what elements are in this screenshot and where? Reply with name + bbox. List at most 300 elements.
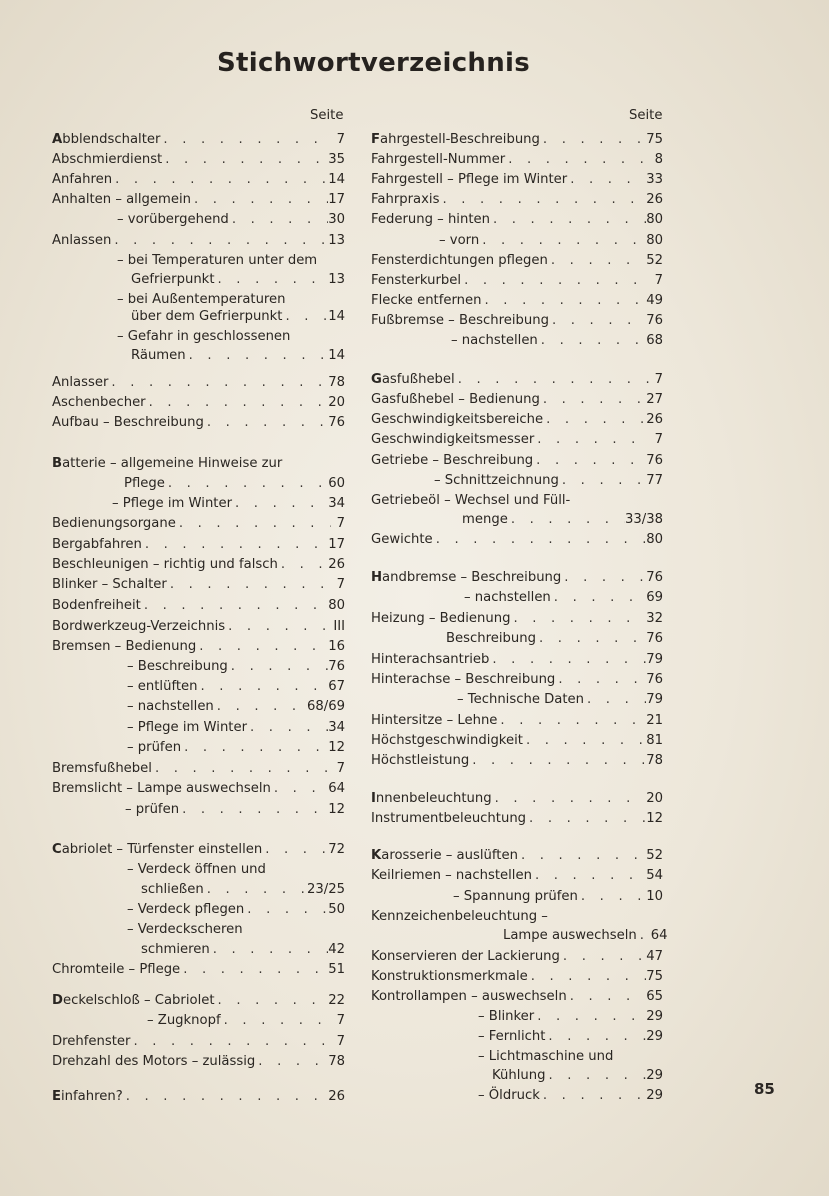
dot-leader xyxy=(510,609,646,629)
index-entry-label: Getriebeöl – Wechsel und Füll- xyxy=(371,493,571,508)
index-entry-page: 20 xyxy=(328,395,345,410)
index-entry xyxy=(371,650,663,670)
dot-leader xyxy=(221,1011,331,1031)
index-entry xyxy=(52,1011,345,1031)
section-initial-letter: B xyxy=(52,456,63,471)
index-entry xyxy=(371,588,663,608)
index-entry-page: 68/69 xyxy=(306,699,345,714)
index-entry-label: Abblendschalter xyxy=(52,132,161,147)
index-entry-label: – Technische Daten xyxy=(457,692,585,707)
dot-leader xyxy=(191,190,328,210)
dot-leader xyxy=(262,840,328,860)
dot-leader xyxy=(548,251,646,271)
seite-label-left: Seite xyxy=(310,108,344,123)
dot-leader xyxy=(497,711,646,731)
dot-leader xyxy=(561,568,646,588)
index-entry-label: Fensterkurbel xyxy=(371,273,462,288)
index-entry-label: – nachstellen xyxy=(451,333,538,348)
dot-leader xyxy=(560,947,646,967)
dot-leader xyxy=(637,926,651,946)
index-entry-label: Fußbremse – Beschreibung xyxy=(371,313,549,328)
dot-leader xyxy=(167,575,331,595)
index-entry-label: Abschmierdienst xyxy=(52,152,163,167)
index-entry-page: 76 xyxy=(328,659,345,674)
index-entry xyxy=(371,370,663,390)
index-entry xyxy=(52,170,345,190)
index-entry-label: – Fernlicht xyxy=(478,1029,546,1044)
dot-leader xyxy=(255,1052,328,1072)
index-entry-page: 80 xyxy=(646,532,663,547)
index-entry-label: Kontrollampen – auswechseln xyxy=(371,989,567,1004)
index-entry xyxy=(52,346,345,366)
index-entry-label: – Gefahr in geschlossenen xyxy=(117,329,291,344)
index-entry xyxy=(371,1047,663,1067)
index-entry-label: – entlüften xyxy=(127,679,198,694)
dot-leader xyxy=(271,779,328,799)
index-entry-page: 69 xyxy=(646,590,663,605)
dot-leader xyxy=(508,510,625,530)
section-initial-letter: F xyxy=(371,132,381,147)
index-entry-page: 76 xyxy=(646,313,663,328)
dot-leader xyxy=(179,800,328,820)
index-entry-label: Konservieren der Lackierung xyxy=(371,949,560,964)
index-entry xyxy=(52,657,345,677)
index-entry-page: 76 xyxy=(646,672,663,687)
index-entry-label: Höchstleistung xyxy=(371,753,470,768)
index-entry xyxy=(52,1087,345,1107)
index-entry-label: – Blinker xyxy=(478,1009,535,1024)
dot-leader xyxy=(142,535,328,555)
index-entry-page: 12 xyxy=(646,811,663,826)
index-entry xyxy=(52,900,345,920)
index-entry-label: Fahrgestell-Beschreibung xyxy=(371,132,540,147)
index-entry-label: Bodenfreiheit xyxy=(52,598,141,613)
dot-leader xyxy=(505,150,649,170)
dot-leader xyxy=(534,1007,646,1027)
index-entry xyxy=(52,738,345,758)
dot-leader xyxy=(567,170,646,190)
index-entry-label: – Beschreibung xyxy=(127,659,228,674)
dot-leader xyxy=(549,311,646,331)
index-entry xyxy=(371,451,663,471)
dot-leader xyxy=(196,637,328,657)
index-entry xyxy=(371,670,663,690)
section-initial-letter: D xyxy=(52,993,63,1008)
index-entry xyxy=(371,190,663,210)
index-entry xyxy=(52,596,345,616)
index-entry xyxy=(52,555,345,575)
dot-leader xyxy=(215,270,329,290)
index-entry xyxy=(52,800,345,820)
dot-leader xyxy=(532,866,646,886)
index-entry-label: Fahrgestell – Pflege im Winter xyxy=(371,172,568,187)
dot-leader xyxy=(198,677,329,697)
index-entry-label: Innenbeleuchtung xyxy=(371,791,492,806)
index-entry-label: Flecke entfernen xyxy=(371,293,482,308)
index-entry xyxy=(371,690,663,710)
index-entry-page: 64 xyxy=(650,928,668,943)
index-entry-label: Kennzeichenbeleuchtung – xyxy=(371,909,548,924)
index-entry-label: – nachstellen xyxy=(464,590,551,605)
index-entry-page: 65 xyxy=(646,989,663,1004)
index-entry-label: Instrumentbeleuchtung xyxy=(371,811,527,826)
index-entry-label: Bremslicht – Lampe auswechseln xyxy=(52,781,271,796)
index-entry-label: – prüfen xyxy=(125,802,180,817)
dot-leader xyxy=(482,291,647,311)
index-entry-page: 29 xyxy=(646,1029,663,1044)
index-entry xyxy=(371,311,663,331)
dot-leader xyxy=(282,307,328,327)
index-entry-page: 7 xyxy=(336,577,345,592)
index-entry xyxy=(371,751,663,771)
index-entry-page: 78 xyxy=(328,375,345,390)
index-entry-label: Gasfußhebel xyxy=(371,372,455,387)
index-entry-label: – Zugknopf xyxy=(147,1013,221,1028)
index-entry-page: 13 xyxy=(328,272,345,287)
index-entry-label: Handbremse – Beschreibung xyxy=(371,570,562,585)
index-entry xyxy=(371,1086,663,1106)
index-entry xyxy=(371,170,663,190)
index-entry-page: 16 xyxy=(328,639,345,654)
index-entry-label: Cabriolet – Türfenster einstellen xyxy=(52,842,263,857)
dot-leader xyxy=(112,170,328,190)
index-entry-page: 17 xyxy=(328,192,345,207)
dot-leader xyxy=(204,880,307,900)
index-entry xyxy=(52,718,345,738)
dot-leader xyxy=(146,393,329,413)
section-initial-letter: A xyxy=(52,132,63,147)
index-entry-page: 42 xyxy=(328,942,345,957)
index-entry-page: 12 xyxy=(328,740,345,755)
index-entry-page: 21 xyxy=(646,713,663,728)
page-number: 85 xyxy=(754,1080,775,1098)
index-entry-page: 23/25 xyxy=(306,882,345,897)
index-entry-page: 10 xyxy=(646,889,663,904)
index-entry xyxy=(371,568,663,588)
index-entry-page: 76 xyxy=(646,631,663,646)
index-entry-page: 27 xyxy=(646,392,663,407)
index-entry xyxy=(371,947,663,967)
index-entry-page: 7 xyxy=(336,761,345,776)
index-entry-label: Aufbau – Beschreibung xyxy=(52,415,204,430)
index-entry-page: 76 xyxy=(646,570,663,585)
index-entry-page: 67 xyxy=(328,679,345,694)
index-entry-label: Gewichte xyxy=(371,532,433,547)
index-entry-label: – Pflege im Winter xyxy=(127,720,248,735)
index-entry xyxy=(52,210,345,230)
index-entry xyxy=(52,779,345,799)
index-entry-label: Bremsfußhebel xyxy=(52,761,152,776)
index-entry-page: 51 xyxy=(328,962,345,977)
dot-leader xyxy=(523,731,646,751)
index-entry-page: 80 xyxy=(646,212,663,227)
index-entry-page: 77 xyxy=(646,473,663,488)
index-entry xyxy=(371,291,663,311)
index-entry-label: Aschenbecher xyxy=(52,395,146,410)
index-entry-label: schließen xyxy=(141,882,204,897)
section-initial-letter: G xyxy=(371,372,382,387)
index-entry xyxy=(52,373,345,393)
index-entry-label: Anhalten – allgemein xyxy=(52,192,191,207)
index-entry-page: 30 xyxy=(328,212,345,227)
index-entry-page: 76 xyxy=(328,415,345,430)
index-entry-page: 7 xyxy=(336,1013,345,1028)
index-entry xyxy=(52,150,345,170)
index-entry-label: – Öldruck xyxy=(478,1088,540,1103)
index-entry-page: 14 xyxy=(328,172,345,187)
index-entry xyxy=(52,474,345,494)
dot-leader xyxy=(130,1032,331,1052)
index-entry-page: 79 xyxy=(646,652,663,667)
dot-leader xyxy=(210,940,329,960)
dot-leader xyxy=(229,210,328,230)
index-entry-label: Bergabfahren xyxy=(52,537,142,552)
dot-leader xyxy=(479,231,646,251)
index-entry xyxy=(371,1007,663,1027)
index-entry xyxy=(371,809,663,829)
index-entry-page: 7 xyxy=(336,132,345,147)
index-entry-label: Höchstgeschwindigkeit xyxy=(371,733,523,748)
index-entry-page: 29 xyxy=(646,1088,663,1103)
dot-leader xyxy=(461,271,649,291)
index-entry xyxy=(371,926,668,946)
index-entry-page: 60 xyxy=(328,476,345,491)
index-entry-page: 81 xyxy=(646,733,663,748)
index-entry xyxy=(52,1032,345,1052)
index-entry xyxy=(52,270,345,290)
index-entry-label: Gasfußhebel – Bedienung xyxy=(371,392,540,407)
dot-leader xyxy=(225,617,331,637)
dot-leader xyxy=(492,789,647,809)
index-entry-label: – vorübergehend xyxy=(117,212,229,227)
index-entry xyxy=(52,393,345,413)
index-entry xyxy=(371,711,663,731)
index-entry-label: Hintersitze – Lehne xyxy=(371,713,498,728)
index-entry xyxy=(371,331,663,351)
dot-leader xyxy=(433,530,647,550)
dot-leader xyxy=(584,690,646,710)
index-entry-page: 26 xyxy=(646,192,663,207)
index-entry xyxy=(52,860,345,880)
index-entry-label: Hinterachsantrieb xyxy=(371,652,490,667)
index-entry-label: Bedienungsorgane xyxy=(52,516,176,531)
index-entry xyxy=(371,510,663,530)
index-entry-label: Geschwindigkeitsmesser xyxy=(371,432,535,447)
index-entry-label: menge xyxy=(462,512,508,527)
index-entry-label: Beschreibung xyxy=(446,631,537,646)
index-entry xyxy=(371,491,663,511)
index-entry xyxy=(52,251,345,271)
index-entry xyxy=(371,731,663,751)
index-entry-label: Chromteile – Pflege xyxy=(52,962,181,977)
dot-leader xyxy=(543,410,646,430)
index-entry-page: 13 xyxy=(328,233,345,248)
index-entry xyxy=(52,1052,345,1072)
index-entry-page: 34 xyxy=(328,496,345,511)
index-entry-page: 35 xyxy=(328,152,345,167)
index-entry xyxy=(371,231,663,251)
dot-leader xyxy=(162,150,328,170)
index-entry-page: 8 xyxy=(654,152,663,167)
index-entry-page: 34 xyxy=(328,720,345,735)
index-entry-page: III xyxy=(333,619,345,634)
dot-leader xyxy=(555,670,646,690)
index-entry-page: 52 xyxy=(646,848,663,863)
index-entry-label: Heizung – Bedienung xyxy=(371,611,511,626)
index-entry-label: Konstruktionsmerkmale xyxy=(371,969,528,984)
dot-leader xyxy=(545,1027,646,1047)
dot-leader xyxy=(176,514,331,534)
dot-leader xyxy=(455,370,649,390)
index-entry xyxy=(52,327,345,347)
index-entry-page: 78 xyxy=(646,753,663,768)
index-entry xyxy=(52,231,345,251)
index-entry xyxy=(52,535,345,555)
index-entry-page: 49 xyxy=(646,293,663,308)
index-entry-page: 20 xyxy=(646,791,663,806)
index-entry xyxy=(52,759,345,779)
dot-leader xyxy=(160,130,331,150)
index-entry xyxy=(371,887,663,907)
index-entry-label: Fensterdichtungen pflegen xyxy=(371,253,548,268)
index-entry xyxy=(52,307,345,327)
index-entry-label: Federung – hinten xyxy=(371,212,490,227)
index-entry xyxy=(52,130,345,150)
index-entry-label: Kühlung xyxy=(492,1068,546,1083)
dot-leader xyxy=(215,991,329,1011)
seite-label-right: Seite xyxy=(629,108,663,123)
dot-leader xyxy=(204,413,328,433)
index-entry-page: 14 xyxy=(328,348,345,363)
index-entry xyxy=(371,150,663,170)
index-entry-label: Drehfenster xyxy=(52,1034,131,1049)
index-entry xyxy=(52,991,345,1011)
index-entry-label: Hinterachse – Beschreibung xyxy=(371,672,556,687)
index-entry-page: 26 xyxy=(328,557,345,572)
dot-leader xyxy=(108,373,328,393)
index-entry-label: Pflege xyxy=(124,476,165,491)
dot-leader xyxy=(528,967,646,987)
index-entry-label: Bordwerkzeug-Verzeichnis xyxy=(52,619,226,634)
dot-leader xyxy=(228,657,328,677)
dot-leader xyxy=(278,555,328,575)
index-entry-label: – Verdeck pflegen xyxy=(127,902,245,917)
index-entry-page: 32 xyxy=(646,611,663,626)
index-entry-label: Lampe auswechseln xyxy=(503,928,637,943)
index-entry-page: 22 xyxy=(328,993,345,1008)
dot-leader xyxy=(545,1066,646,1086)
dot-leader xyxy=(180,960,328,980)
dot-leader xyxy=(578,887,646,907)
dot-leader xyxy=(536,629,646,649)
index-entry xyxy=(52,575,345,595)
index-entry-label: Anfahren xyxy=(52,172,113,187)
index-entry-page: 68 xyxy=(646,333,663,348)
index-entry xyxy=(371,430,663,450)
dot-leader xyxy=(538,331,646,351)
index-entry-page: 7 xyxy=(654,432,663,447)
index-entry-page: 72 xyxy=(328,842,345,857)
index-entry xyxy=(52,494,345,514)
index-entry xyxy=(371,866,663,886)
index-entry-page: 80 xyxy=(646,233,663,248)
index-entry-page: 7 xyxy=(336,516,345,531)
index-entry-label: – vorn xyxy=(439,233,480,248)
index-entry-label: – prüfen xyxy=(127,740,182,755)
dot-leader xyxy=(526,809,646,829)
index-entry-label: – nachstellen xyxy=(127,699,214,714)
index-entry xyxy=(371,789,663,809)
index-entry-label: Deckelschloß – Cabriolet xyxy=(52,993,215,1008)
index-entry-page: 33 xyxy=(646,172,663,187)
index-entry xyxy=(371,846,663,866)
index-entry-page: 80 xyxy=(328,598,345,613)
dot-leader xyxy=(247,718,328,738)
section-initial-letter: K xyxy=(371,848,382,863)
index-entry xyxy=(371,967,663,987)
dot-leader xyxy=(490,210,646,230)
dot-leader xyxy=(111,231,328,251)
index-entry-label: Keilriemen – nachstellen xyxy=(371,868,532,883)
index-entry xyxy=(371,629,663,649)
index-entry-page: 7 xyxy=(336,1034,345,1049)
dot-leader xyxy=(489,650,646,670)
index-entry xyxy=(52,617,345,637)
index-entry xyxy=(371,609,663,629)
index-entry-label: Getriebe – Beschreibung xyxy=(371,453,534,468)
index-entry xyxy=(371,987,663,1007)
index-entry-label: Einfahren? xyxy=(52,1089,123,1104)
page-title: Stichwortverzeichnis xyxy=(217,48,531,78)
index-entry-page: 29 xyxy=(646,1009,663,1024)
dot-leader xyxy=(534,430,649,450)
index-entry xyxy=(52,413,345,433)
dot-leader xyxy=(232,494,328,514)
section-initial-letter: H xyxy=(371,570,383,585)
index-entry-label: Beschleunigen – richtig und falsch xyxy=(52,557,278,572)
index-entry-label: Fahrpraxis xyxy=(371,192,440,207)
index-entry-label: – bei Temperaturen unter dem xyxy=(117,253,318,268)
dot-leader xyxy=(439,190,646,210)
index-entry xyxy=(371,530,663,550)
index-entry-label: – Verdeck öffnen und xyxy=(127,862,266,877)
index-entry-page: 7 xyxy=(654,372,663,387)
dot-leader xyxy=(244,900,328,920)
index-entry-label: Bremsen – Bedienung xyxy=(52,639,197,654)
index-entry xyxy=(371,471,663,491)
index-entry-label: – Spannung prüfen xyxy=(453,889,578,904)
index-entry-label: Geschwindigkeitsbereiche xyxy=(371,412,544,427)
index-entry-page: 14 xyxy=(328,309,345,324)
dot-leader xyxy=(186,346,329,366)
index-entry-page: 64 xyxy=(328,781,345,796)
section-initial-letter: E xyxy=(52,1089,62,1104)
dot-leader xyxy=(141,596,328,616)
dot-leader xyxy=(123,1087,328,1107)
index-entry xyxy=(52,514,345,534)
index-entry-label: Anlassen xyxy=(52,233,112,248)
index-entry xyxy=(52,697,345,717)
index-entry-page: 50 xyxy=(328,902,345,917)
dot-leader xyxy=(540,130,646,150)
index-entry xyxy=(52,454,345,474)
index-entry-label: Blinker – Schalter xyxy=(52,577,167,592)
index-entry-label: – bei Außentemperaturen xyxy=(117,292,286,307)
index-entry-label: Räumen xyxy=(131,348,186,363)
index-entry-label: schmieren xyxy=(141,942,210,957)
index-entry-page: 26 xyxy=(646,412,663,427)
dot-leader xyxy=(518,846,646,866)
